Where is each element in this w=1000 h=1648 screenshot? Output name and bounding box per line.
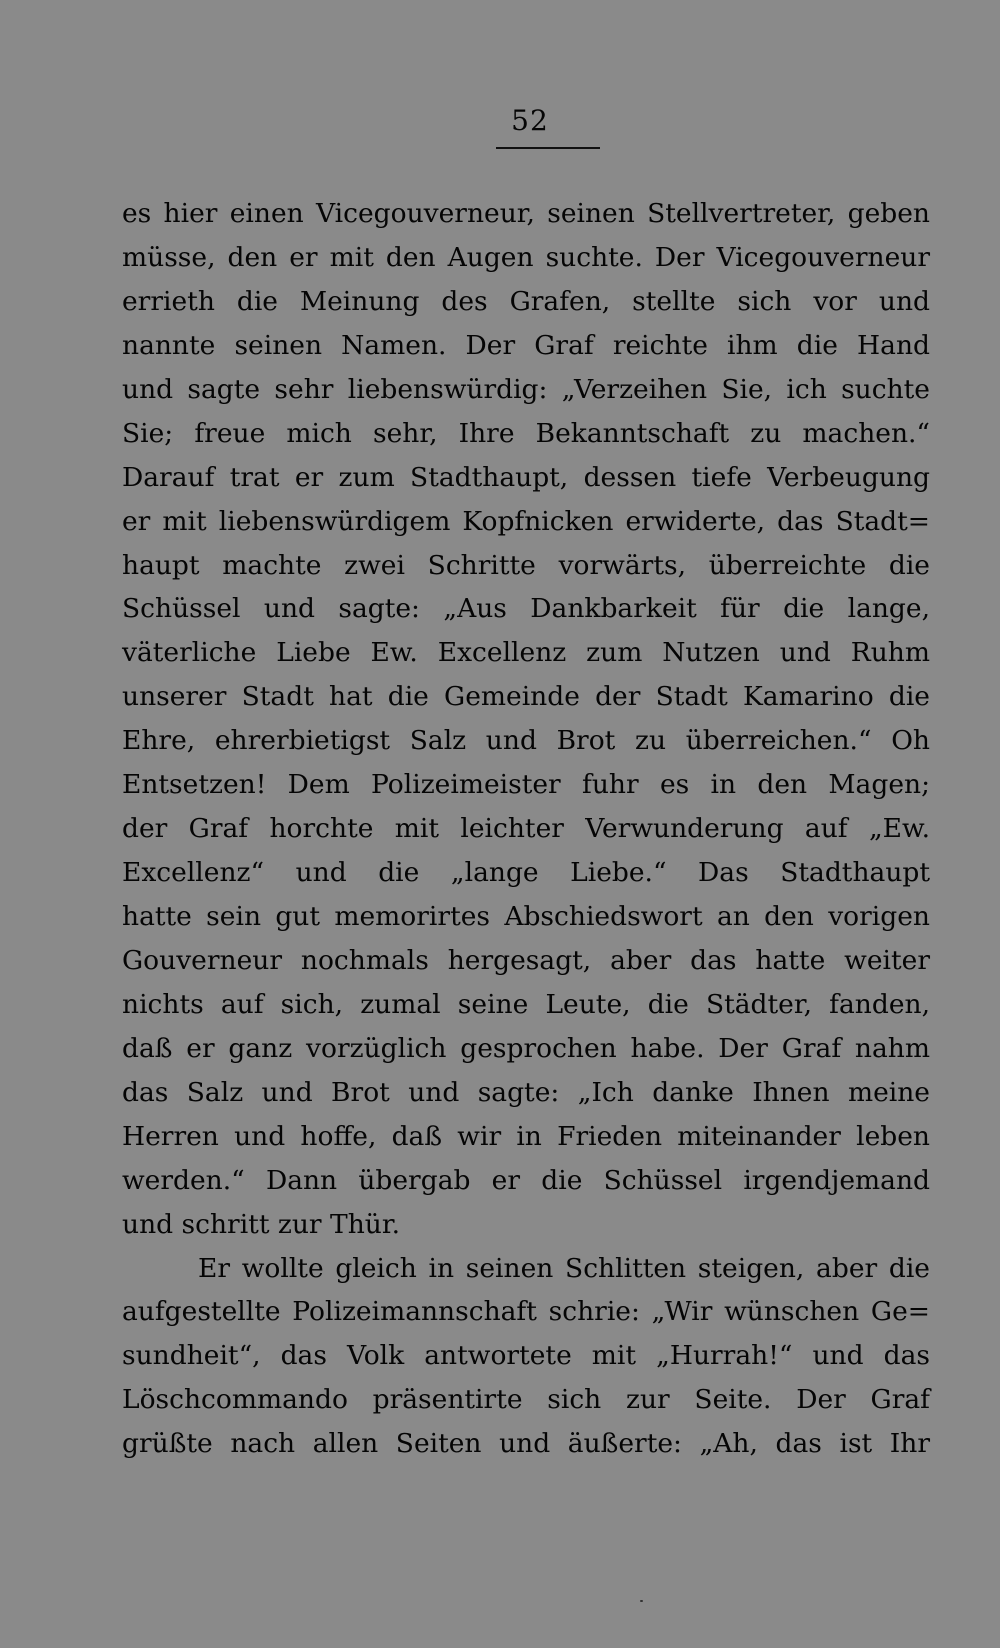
text-line: Schüssel und sagte: „Aus Dankbarkeit für die lange,: [122, 593, 930, 625]
text-line: es hier einen Vicegouverneur, seinen Stellvertreter, geben: [122, 198, 930, 229]
text-line: Sie; freue mich sehr, Ihre Bekanntschaft zu machen.“: [122, 417, 930, 449]
text-line: Entsetzen! Dem Polizeimeister fuhr es in den Magen;: [122, 769, 930, 801]
text-line: errieth die Meinung des Grafen, stellte sich vor und: [122, 285, 930, 317]
text-line: der Graf horchte mit leichter Verwunderung auf „Ew.: [122, 813, 930, 845]
text-line: väterliche Liebe Ew. Excellenz zum Nutzen und Ruhm: [122, 637, 930, 669]
body-text: [122, 192, 930, 1466]
text-line: und sagte sehr liebenswürdig: „Verzeihen Sie, ich suchte: [122, 373, 930, 405]
text-line-paragraph-start: Er wollte gleich in seinen Schlitten steigen, aber die: [198, 1252, 930, 1284]
page-number: 52: [511, 104, 549, 137]
text-line: er mit liebenswürdigem Kopfnicken erwiderte, das Stadt=: [122, 505, 930, 537]
text-line: unserer Stadt hat die Gemeinde der Stadt Kamarino die: [122, 681, 930, 713]
text-line-paragraph-end: und schritt zur Thür.: [122, 1208, 401, 1240]
text-line: nichts auf sich, zumal seine Leute, die Städter, fanden,: [122, 988, 930, 1020]
text-line: Excellenz“ und die „lange Liebe.“ Das Stadthaupt: [122, 857, 930, 889]
text-line: müsse, den er mit den Augen suchte. Der Vicegouverneur: [122, 241, 930, 273]
text-line: nannte seinen Namen. Der Graf reichte ihm die Hand: [122, 329, 930, 361]
text-line: sundheit“, das Volk antwortete mit „Hurrah!“ und das: [122, 1340, 930, 1372]
text-line: grüßte nach allen Seiten und äußerte: „Ah, das ist Ihr: [122, 1428, 930, 1460]
header-rule: [496, 147, 600, 149]
text-line: Gouverneur nochmals hergesagt, aber das hatte weiter: [122, 944, 930, 976]
print-speck: [640, 1600, 643, 1602]
text-line: Darauf trat er zum Stadthaupt, dessen tiefe Verbeugung: [122, 461, 930, 493]
text-line: werden.“ Dann übergab er die Schüssel irgendjemand: [122, 1164, 930, 1196]
text-line: daß er ganz vorzüglich gesprochen habe. Der Graf nahm: [122, 1032, 930, 1064]
text-line: Herren und hoffe, daß wir in Frieden miteinander leben: [122, 1120, 930, 1152]
text-line: haupt machte zwei Schritte vorwärts, überreichte die: [122, 549, 930, 581]
text-line: aufgestellte Polizeimannschaft schrie: „Wir wünschen Ge=: [122, 1296, 930, 1328]
text-line: das Salz und Brot und sagte: „Ich danke Ihnen meine: [122, 1076, 930, 1108]
text-line: Ehre, ehrerbietigst Salz und Brot zu überreichen.“ Oh: [122, 725, 930, 757]
text-line: Löschcommando präsentirte sich zur Seite. Der Graf: [122, 1384, 930, 1416]
text-line: hatte sein gut memorirtes Abschiedswort an den vorigen: [122, 901, 930, 932]
